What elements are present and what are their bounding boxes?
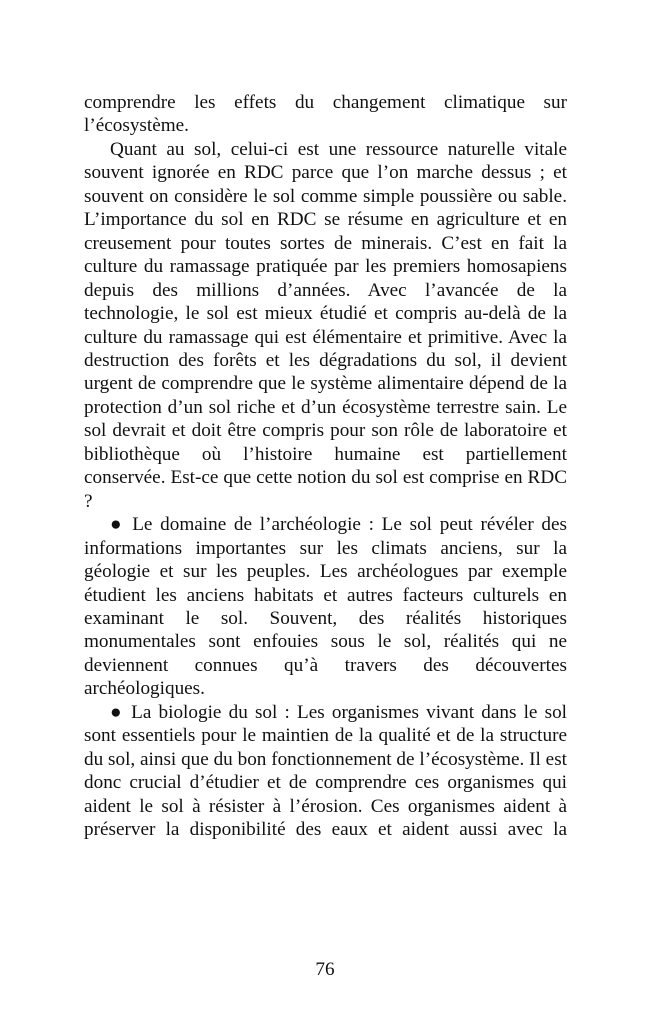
bullet-soil-biology: ● La biologie du sol : Les organismes vivant dans le sol sont essentiels pour le maintien de la qualité et de la structure du sol, ainsi que du bon fonctionnement de l’écosystème. Il est donc crucial d’étudier et de comprendre ces organismes qui aident le sol à résister à l’érosion. Ces organismes aident à préserver la disponibilité des eaux et aident aussi avec la	[84, 701, 567, 841]
page-number: 76	[315, 959, 335, 980]
bullet-archaeology: ● Le domaine de l’archéologie : Le sol peut révéler des informations importantes sur les climats anciens, sur la géologie et sur les peuples. Les archéologues par exemple étudient les anciens habitats et autres facteurs culturels en examinant le sol. Souvent, des réalités historiques monumentales sont enfouies sous le sol, réalités qui ne deviennent connues qu’à travers des découvertes archéologiques.	[84, 514, 567, 700]
body-text	[84, 91, 567, 842]
paragraph-soil: Quant au sol, celui-ci est une ressource naturelle vitale souvent ignorée en RDC parce que l’on marche dessus ; et souvent on considère le sol comme simple poussière ou sable. L’importance du sol en RDC se résume en agriculture et en creusement pour toutes sortes de minerais. C’est en fait la culture du ramassage pratiquée par les premiers homosapiens depuis des millions d’années. Avec l’avancée de la technologie, le sol est mieux étudié et compris au-delà de la culture du ramassage qui est élémentaire et primitive. Avec la destruction des forêts et les dégradations du sol, il devient urgent de comprendre que le système alimentaire dépend de la protection d’un sol riche et d’un écosystème terrestre sain. Le sol devrait et doit être compris pour son rôle de laboratoire et bibliothèque où l’histoire humaine est partiellement conservée. Est-ce que cette notion du sol est comprise en RDC ?	[84, 138, 567, 512]
paragraph-continuation: comprendre les effets du changement climatique sur l’écosystème.	[84, 92, 567, 137]
